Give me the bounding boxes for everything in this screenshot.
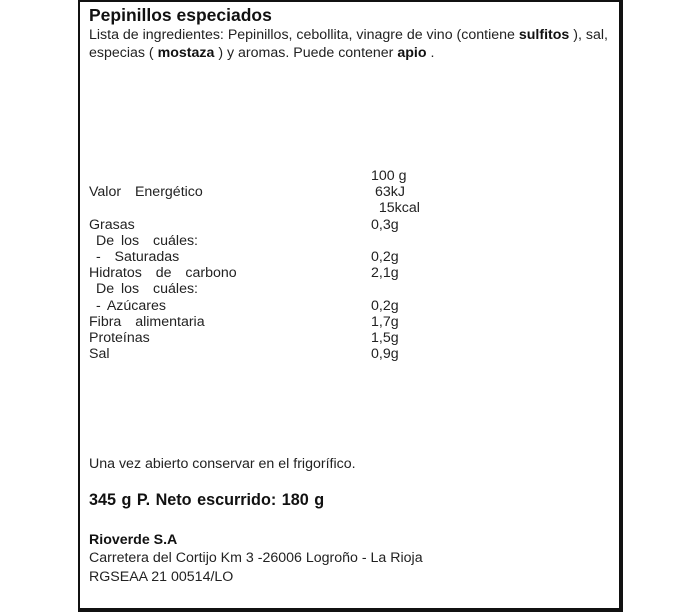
nutrient-value: 1,7g	[371, 313, 399, 330]
allergen-apio: apio	[397, 45, 427, 61]
nutrient-value: 1,5g	[371, 329, 399, 346]
nutrition-row	[89, 200, 489, 216]
nutrient-value: 2,1g	[371, 265, 399, 282]
nutrient-label: Proteínas	[89, 329, 150, 346]
nutrient-value: 15kcal	[371, 200, 420, 217]
nutrition-row	[89, 346, 489, 362]
nutrient-label: - Saturadas	[89, 248, 180, 265]
nutrition-header-row	[89, 168, 489, 184]
nutrient-label: De los cuáles:	[89, 281, 198, 298]
net-weight: 345 g P. Neto escurrido: 180 g	[89, 491, 325, 509]
storage-instructions: Una vez abierto conservar en el frigorífico.	[89, 456, 356, 472]
nutrition-row	[89, 265, 489, 281]
nutrient-value: 0,9g	[371, 346, 399, 363]
ingredients-text: ) y aromas. Puede contener	[214, 45, 398, 61]
nutrient-label: Grasas	[89, 216, 135, 233]
nutrition-row	[89, 217, 489, 233]
nutrient-value: 0,2g	[371, 248, 399, 265]
nutrient-value: 63kJ	[371, 184, 405, 201]
nutrient-label: Sal	[89, 346, 110, 363]
ingredients-text: Lista de ingredientes: Pepinillos, cebollita, vinagre de vino (contiene	[89, 27, 519, 43]
company-address: Carretera del Cortijo Km 3 -26006 Logroño - La Rioja	[89, 550, 423, 566]
nutrient-value: 0,3g	[371, 216, 399, 233]
nutrition-row	[89, 233, 489, 249]
nutrition-header: 100 g	[371, 168, 407, 184]
nutrient-label: Fibra alimentaria	[89, 313, 205, 330]
ingredients-text: ), sal, especias (	[89, 27, 608, 61]
nutrient-label: - Azúcares	[89, 297, 166, 314]
allergen-mostaza: mostaza	[157, 45, 215, 61]
product-label	[78, 0, 623, 612]
nutrition-table	[89, 168, 489, 362]
product-title: Pepinillos especiados	[89, 5, 272, 25]
sanitary-registry: RGSEAA 21 00514/LO	[89, 569, 234, 585]
nutrient-label: Valor Energético	[89, 184, 203, 201]
ingredients-text: .	[426, 45, 435, 61]
allergen-sulfitos: sulfitos	[518, 27, 570, 43]
nutrition-row	[89, 298, 489, 314]
nutrition-row	[89, 281, 489, 297]
nutrition-row	[89, 314, 489, 330]
nutrition-row	[89, 330, 489, 346]
ingredients-list	[89, 26, 614, 62]
company-name: Rioverde S.A	[89, 532, 178, 548]
nutrition-row	[89, 249, 489, 265]
nutrient-value: 0,2g	[371, 297, 399, 314]
nutrient-label: Hidratos de carbono	[89, 265, 237, 282]
nutrition-row	[89, 184, 489, 200]
nutrient-label: De los cuáles:	[89, 232, 198, 249]
